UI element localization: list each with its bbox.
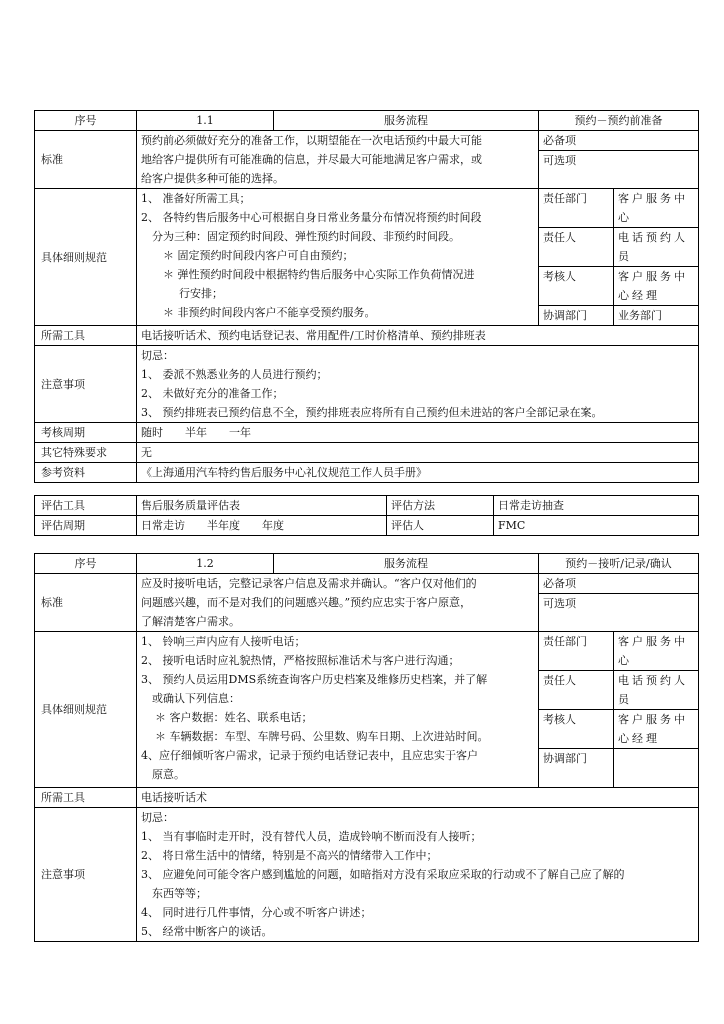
role-value: 客户服务中 心经理 — [614, 267, 699, 306]
role-key: 责任部门 — [539, 632, 614, 671]
standard-text: 应及时接听电话，完整记录客户信息及需求并确认。“客户仅对他们的 问题感兴趣，而不是对我们的问题感兴趣。”预约应忠实于客户原意， 了解清楚客户需求。 — [137, 574, 539, 632]
header-service-flow: 服务流程 — [274, 111, 539, 131]
eval-cycle-options: 日常走访 半年度 年度 — [137, 516, 387, 536]
tools-text: 电话接听话术、预约电话登记表、常用配件/工时价格清单、预约排班表 — [137, 326, 699, 346]
tools-label: 所需工具 — [35, 788, 137, 808]
role-value: 客户服务中 心经理 — [614, 710, 699, 749]
eval-tool-label: 评估工具 — [35, 496, 137, 516]
standard-text: 预约前必须做好充分的准备工作，以期望能在一次电话预约中最大可能 地给客户提供所有可能准确的信息，并尽最大可能地满足客户需求，或 给客户提供多种可能的选择。 — [137, 131, 539, 189]
optional-item: 可选项 — [539, 151, 699, 189]
eval-method-text: 日常走访抽查 — [494, 496, 699, 516]
rules-text: 1、 铃响三声内应有人接听电话； 2、 接听电话时应礼貌热情，严格按照标准话术与客户进行沟通； 3、 预约人员运用DMS系统查询客户历史档案及维修历史档案，并了解 或确认下列信息： ＊ 客户数据：姓名、联系电话； ＊ 车辆数据：车型、车牌号码、公里数、购车日期、上次进站时间。 4、应仔细倾听客户需求，记录于预约电话登记表中，且应忠实于客户 原意。 — [137, 632, 539, 788]
special-label: 其它特殊要求 — [35, 443, 137, 463]
notes-label: 注意事项 — [35, 808, 137, 942]
tools-text: 电话接听话术 — [137, 788, 699, 808]
role-key: 协调部门 — [539, 749, 614, 788]
reference-text: 《上海通用汽车特约售后服务中心礼仪规范工作人员手册》 — [137, 463, 699, 483]
required-item: 必备项 — [539, 131, 699, 151]
role-key: 考核人 — [539, 710, 614, 749]
cycle-label: 考核周期 — [35, 423, 137, 443]
notes-label: 注意事项 — [35, 346, 137, 423]
rules-label: 具体细则规范 — [35, 189, 137, 326]
role-key: 考核人 — [539, 267, 614, 306]
header-stage: 预约－预约前准备 — [539, 111, 699, 131]
standard-label: 标准 — [35, 574, 137, 632]
role-value: 业务部门 — [614, 306, 699, 326]
evaluator-label: 评估人 — [387, 516, 494, 536]
role-value — [614, 749, 699, 788]
role-value: 电话预约人 员 — [614, 228, 699, 267]
role-key: 责任部门 — [539, 189, 614, 228]
table-1-1-reservation-preparation — [34, 110, 699, 483]
header-seq: 序号 — [35, 554, 137, 574]
eval-tool-text: 售后服务质量评估表 — [137, 496, 387, 516]
role-value: 电话预约人 员 — [614, 671, 699, 710]
role-value: 客户服务中 心 — [614, 632, 699, 671]
standard-label: 标准 — [35, 131, 137, 189]
header-service-flow: 服务流程 — [274, 554, 539, 574]
cycle-options: 随时 半年 一年 — [137, 423, 699, 443]
header-number: 1.1 — [137, 111, 274, 131]
rules-text: 1、 准备好所需工具； 2、 各特约售后服务中心可根据自身日常业务量分布情况将预约时间段 分为三种：固定预约时间段、弹性预约时间段、非预约时间段。 ＊ 固定预约时间段内客户可自由预约； ＊ 弹性预约时间段中根据特约售后服务中心实际工作负荷情况进 行安排； ＊ 非预约时间段内客户不能享受预约服务。 — [137, 189, 539, 326]
evaluation-table — [34, 495, 699, 536]
role-key: 责任人 — [539, 228, 614, 267]
tools-label: 所需工具 — [35, 326, 137, 346]
notes-text: 切忌： 1、 当有事临时走开时，没有替代人员，造成铃响不断而没有人接听； 2、 将日常生活中的情绪，特别是不高兴的情绪带入工作中； 3、 应避免问可能令客户感到尴尬的问题，如暗指对方没有采取应采取的行动或不了解自己应了解的 东西等等； 4、 同时进行几件事情，分心或不听客户讲述； 5、 经常中断客户的谈话。 — [137, 808, 699, 942]
eval-method-label: 评估方法 — [387, 496, 494, 516]
special-text: 无 — [137, 443, 699, 463]
header-stage: 预约－接听/记录/确认 — [539, 554, 699, 574]
evaluator-text: FMC — [494, 516, 699, 536]
reference-label: 参考资料 — [35, 463, 137, 483]
role-key: 责任人 — [539, 671, 614, 710]
required-item: 必备项 — [539, 574, 699, 594]
role-value: 客户服务中 心 — [614, 189, 699, 228]
table-1-2-reservation-answer — [34, 553, 699, 942]
eval-cycle-label: 评估周期 — [35, 516, 137, 536]
optional-item: 可选项 — [539, 594, 699, 632]
header-seq: 序号 — [35, 111, 137, 131]
role-key: 协调部门 — [539, 306, 614, 326]
rules-label: 具体细则规范 — [35, 632, 137, 788]
notes-text: 切忌： 1、 委派不熟悉业务的人员进行预约； 2、 未做好充分的准备工作； 3、 预约排班表已预约信息不全，预约排班表应将所有自己预约但未进站的客户全部记录在案。 — [137, 346, 699, 423]
header-number: 1.2 — [137, 554, 274, 574]
